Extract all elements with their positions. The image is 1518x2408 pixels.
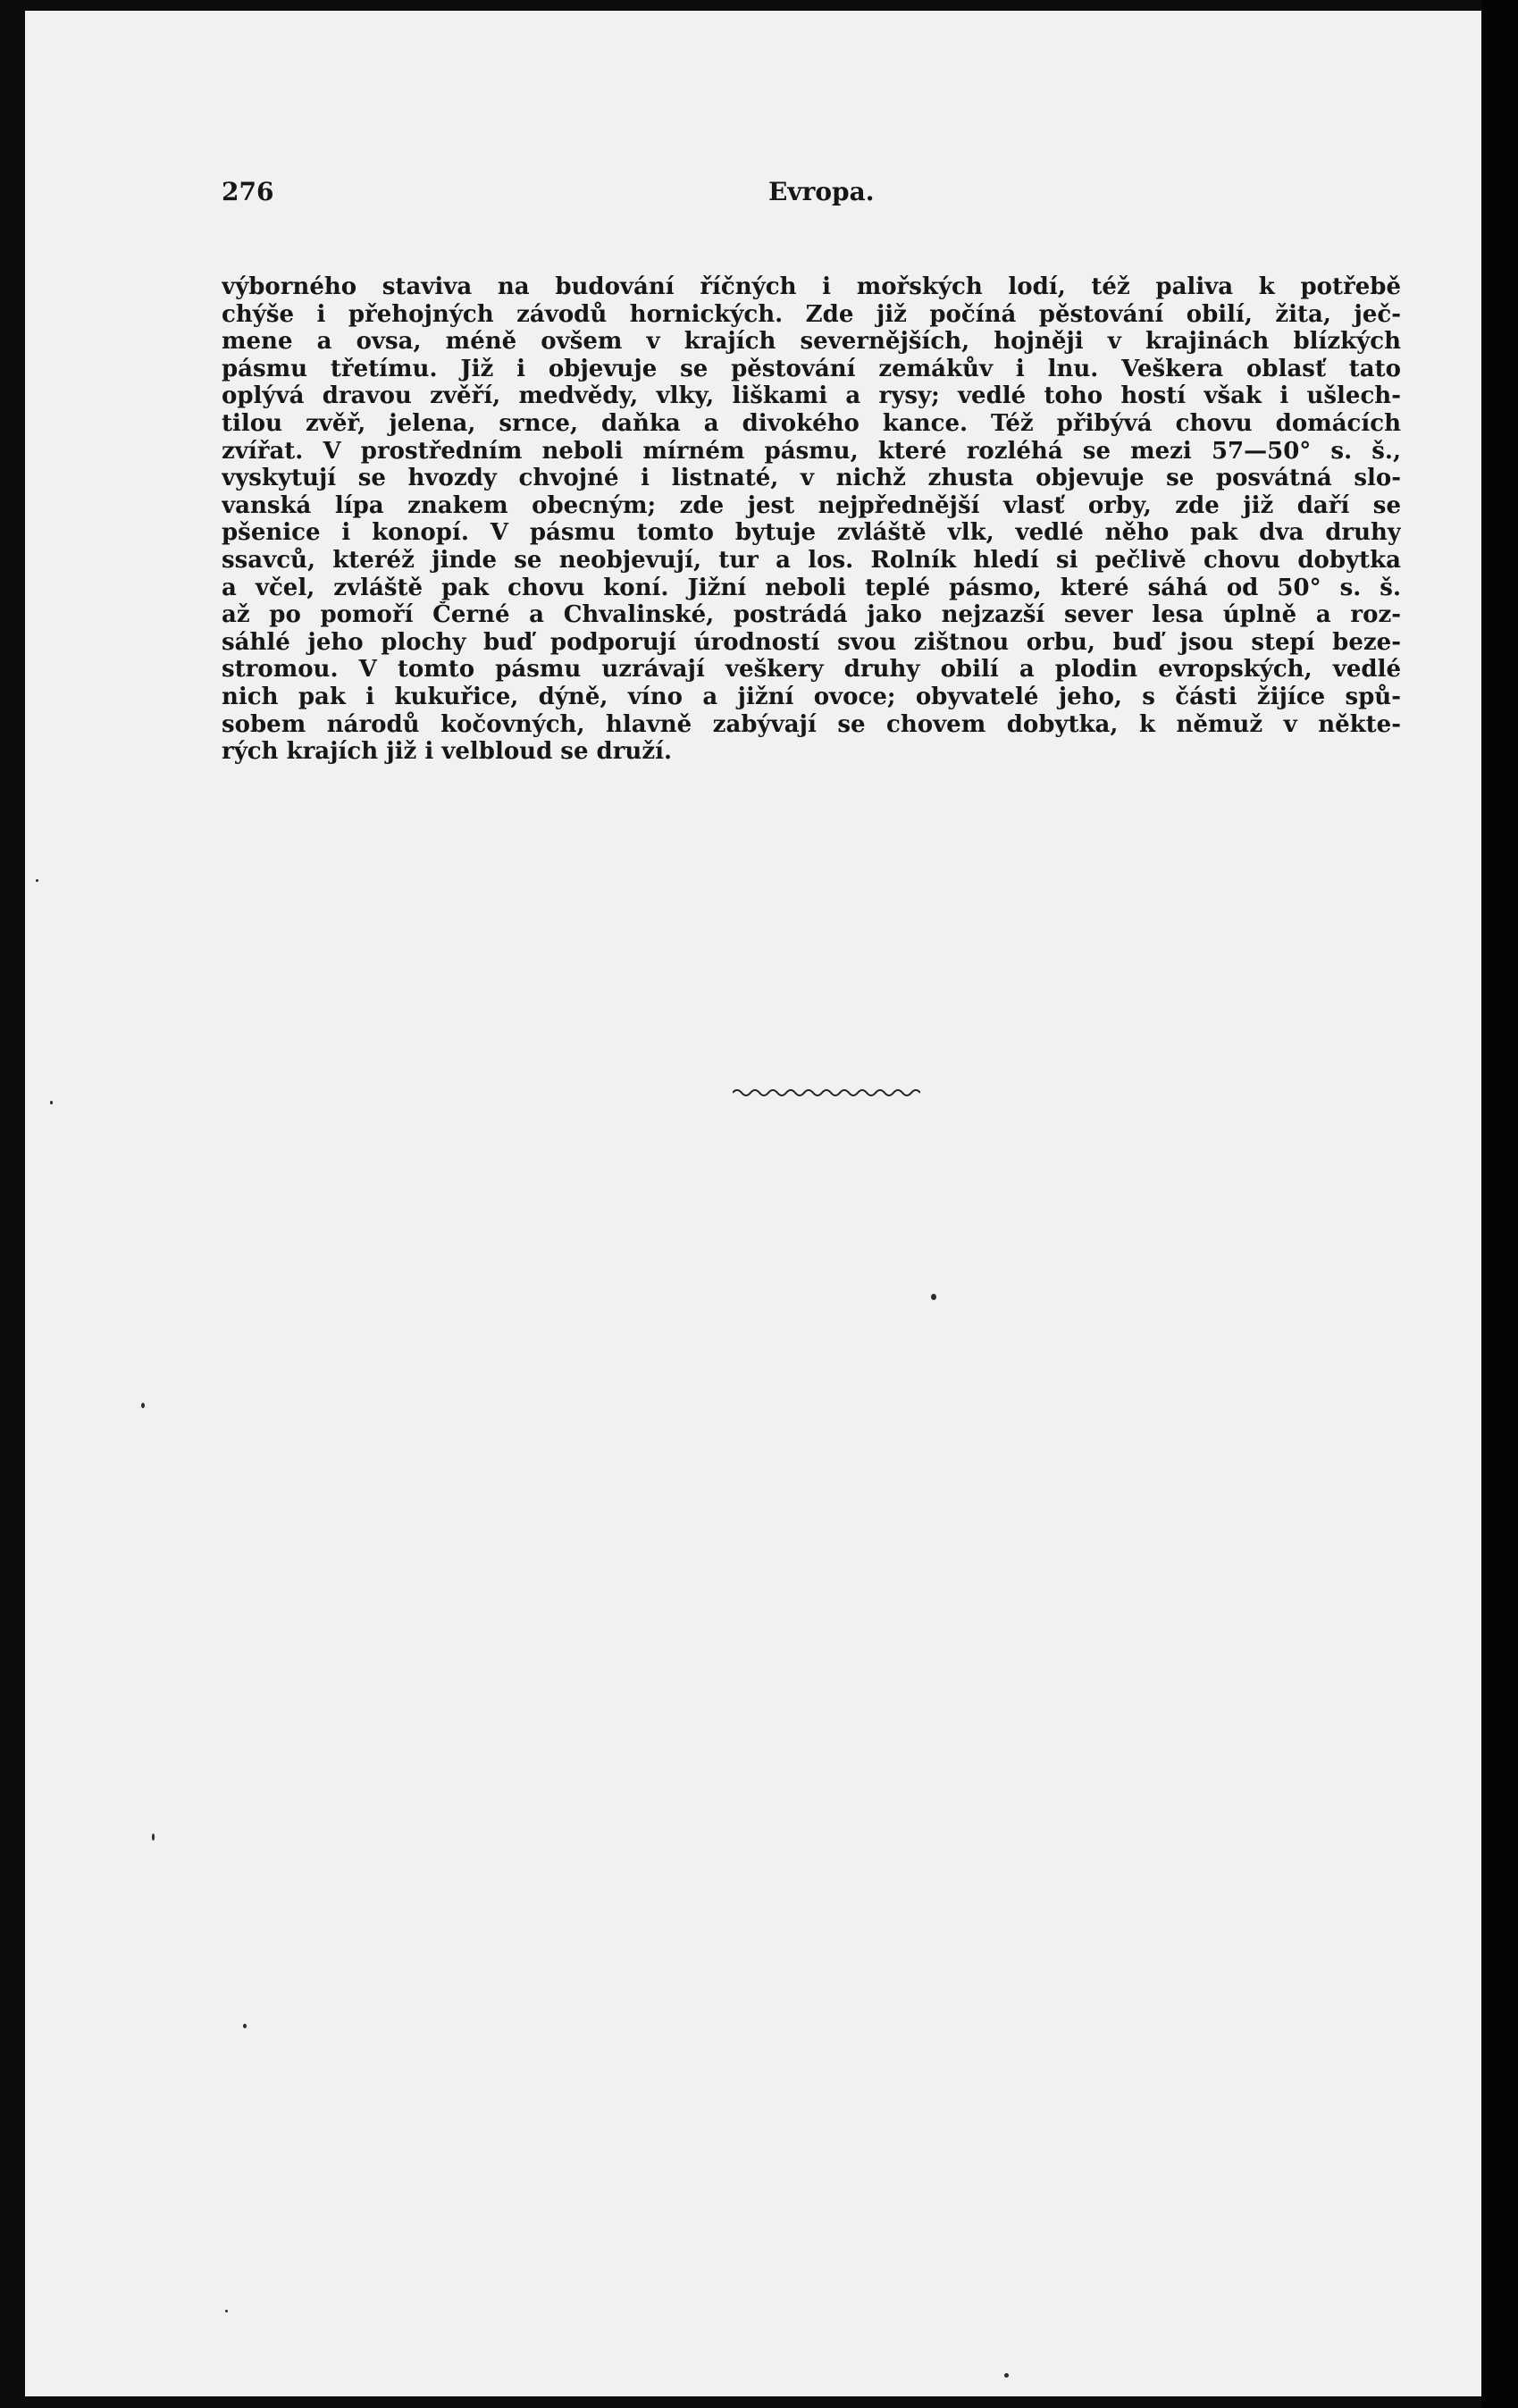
- scan-speck: [152, 1833, 155, 1841]
- page-number: 276: [222, 177, 274, 206]
- text-line: vyskytují se hvozdy chvojné i listnaté, v nichž zhusta objevuje se posvátná slo-: [222, 465, 1401, 492]
- text-line: chýše i přehojných závodů hornických. Zde již počíná pěstování obilí, žita, ječ-: [222, 300, 1401, 328]
- text-line: až po pomoří Černé a Chvalinské, postrádá jako nejzazší sever lesa úplně a roz-: [222, 601, 1401, 629]
- scan-speck: [225, 2310, 228, 2312]
- text-line: mene a ovsa, méně ovšem v krajích severnějších, hojněji v krajinách blízkých: [222, 328, 1401, 356]
- scan-speck: [50, 1101, 53, 1104]
- text-line: tilou zvěř, jelena, srnce, daňka a divokého kance. Též přibývá chovu domácích: [222, 409, 1401, 437]
- scan-speck: [931, 1294, 936, 1300]
- scan-speck: [36, 879, 38, 882]
- scan-speck: [141, 1403, 145, 1408]
- text-line: oplývá dravou zvěří, medvědy, vlky, liškami a rysy; vedlé toho hostí však i ušlech-: [222, 382, 1401, 410]
- text-line: sobem národů kočovných, hlavně zabývají se chovem dobytka, k němuž v někte-: [222, 710, 1401, 738]
- text-line: stromou. V tomto pásmu uzrávají veškery druhy obilí a plodin evropských, vedlé: [222, 656, 1401, 684]
- text-line: a včel, zvláště pak chovu koní. Jižní neboli teplé pásmo, které sáhá od 50° s. š.: [222, 574, 1401, 601]
- page-edge-shadow: [1481, 0, 1518, 2408]
- text-line: nich pak i kukuřice, dýně, víno a jižní ovoce; obyvatelé jeho, s části žijíce spů-: [222, 683, 1401, 710]
- text-line: pásmu třetímu. Již i objevuje se pěstování zemákův i lnu. Veškera oblasť tato: [222, 355, 1401, 382]
- text-line: rých krajích již i velbloud se druží.: [222, 738, 673, 766]
- text-line: výborného staviva na budování říčných i mořských lodí, též paliva k potřebě: [222, 273, 1401, 300]
- scan-speck: [243, 2024, 247, 2028]
- running-title: Evropa.: [768, 177, 875, 206]
- body-paragraph: [222, 273, 1401, 766]
- text-line: pšenice i konopí. V pásmu tomto bytuje zvláště vlk, vedlé něho pak dva druhy: [222, 519, 1401, 547]
- text-line: ssavců, kteréž jinde se neobjevují, tur a los. Rolník hledí si pečlivě chovu dobytka: [222, 546, 1401, 574]
- text-line: zvířat. V prostředním neboli mírném pásmu, které rozléhá se mezi 57—50° s. š.,: [222, 437, 1401, 465]
- scan-speck: [1004, 2373, 1009, 2378]
- text-line: sáhlé jeho plochy buď podporují úrodností svou zištnou orbu, buď jsou stepí beze-: [222, 628, 1401, 656]
- wavy-rule-ornament: [733, 1087, 920, 1099]
- text-line: vanská lípa znakem obecným; zde jest nejpřednější vlasť orby, zde již daří se: [222, 491, 1401, 519]
